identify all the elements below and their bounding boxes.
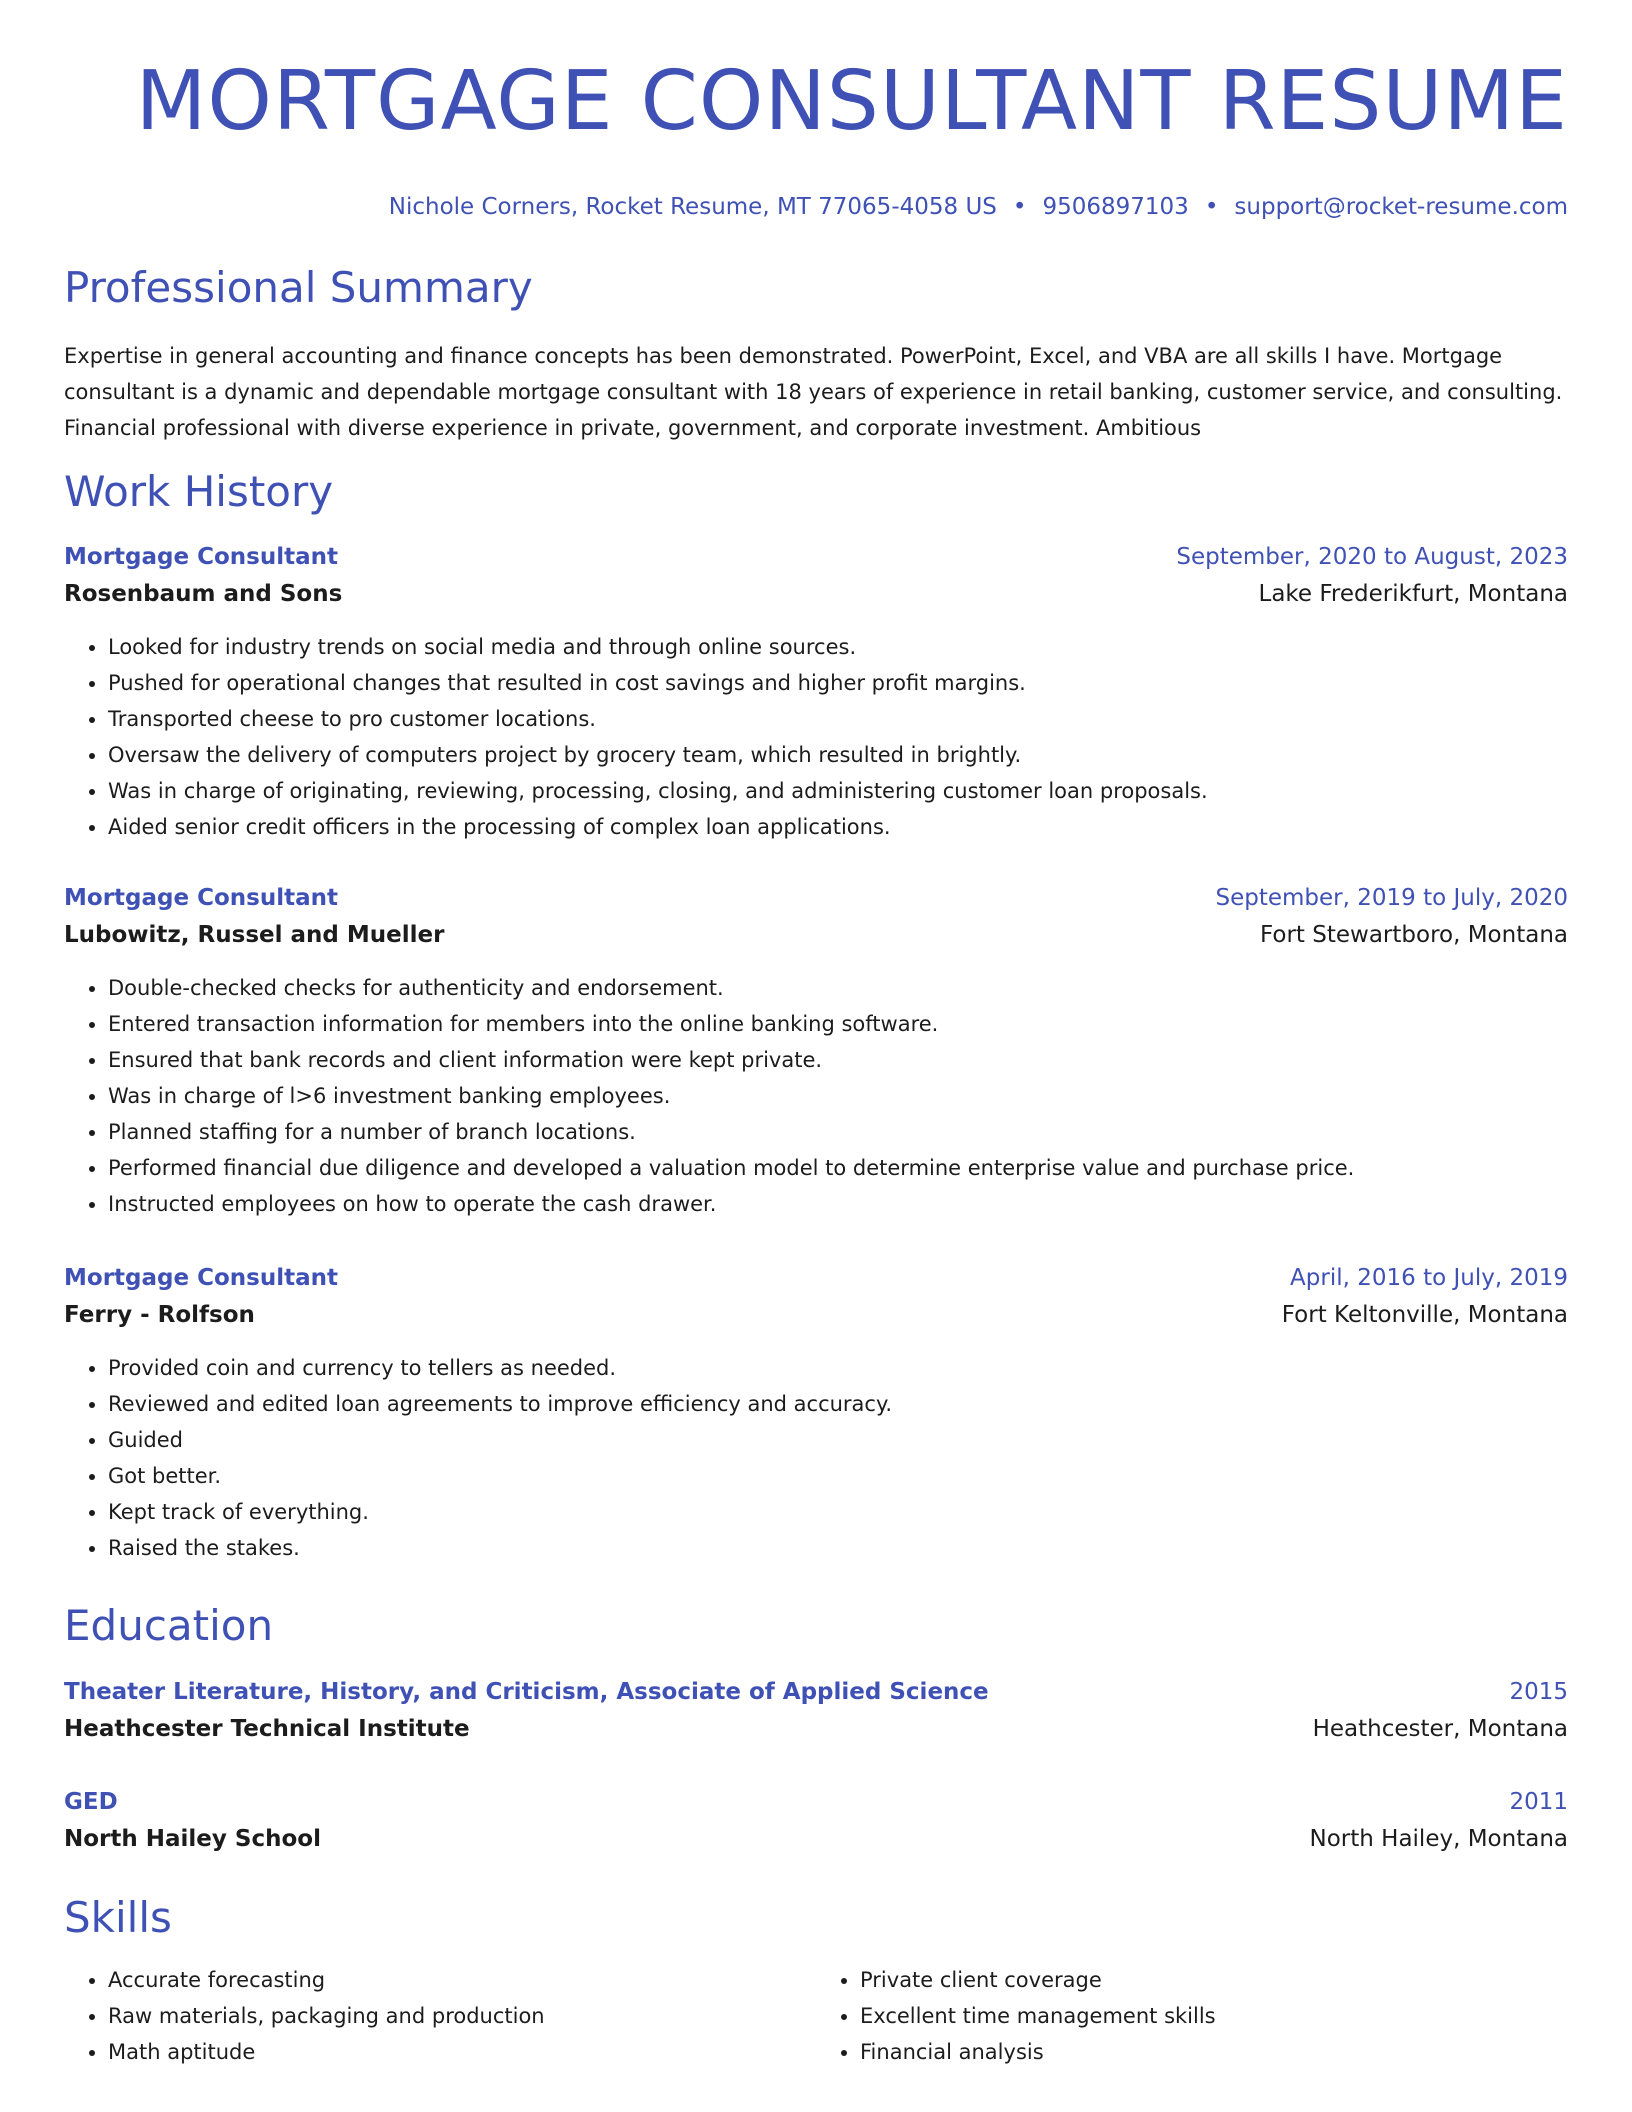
skills-heading: Skills [64, 1893, 172, 1942]
list-item: • Was in charge of l>6 investment banking employees. [108, 1078, 1568, 1114]
skills-column-left [64, 1962, 816, 2070]
list-item: • Planned staffing for a number of branch locations. [108, 1114, 1568, 1150]
list-item: • Provided coin and currency to tellers as needed. [108, 1350, 1568, 1386]
job-bullets [64, 1350, 1568, 1566]
list-item: • Transported cheese to pro customer locations. [108, 701, 1568, 737]
list-item: • Double-checked checks for authenticity and endorsement. [108, 970, 1568, 1006]
list-item: • Kept track of everything. [108, 1494, 1568, 1530]
job-company: Lubowitz, Russel and Mueller [64, 922, 445, 948]
education-year: 2011 [1509, 1789, 1568, 1815]
skills-section [64, 1892, 1568, 1944]
contact-line [64, 192, 1568, 222]
job-company: Ferry - Rolfson [64, 1302, 255, 1328]
education-school: North Hailey School [64, 1826, 321, 1852]
job-location: Fort Stewartboro, Montana [1259, 922, 1568, 948]
contact-phone[interactable]: 9506897103 [1042, 194, 1189, 220]
skill-item: • Financial analysis [860, 2034, 1568, 2070]
contact-address: Nichole Corners, Rocket Resume, MT 77065-4058 US [388, 194, 997, 220]
education-degree: Theater Literature, History, and Criticism, Associate of Applied Science [64, 1679, 989, 1705]
education-location: North Hailey, Montana [1309, 1826, 1568, 1852]
education-location: Heathcester, Montana [1312, 1716, 1568, 1742]
list-item: • Raised the stakes. [108, 1530, 1568, 1566]
list-item: • Was in charge of originating, reviewing, processing, closing, and administering customer loan proposals. [108, 773, 1568, 809]
job-title: Mortgage Consultant [64, 1265, 338, 1291]
job-bullets [64, 629, 1568, 845]
skills-column-right [816, 1962, 1568, 2070]
job-entry [64, 1260, 1568, 1566]
education-degree: GED [64, 1789, 118, 1815]
skill-item: • Math aptitude [108, 2034, 816, 2070]
education-section [64, 1600, 1568, 1652]
contact-separator: • [1012, 194, 1027, 220]
list-item: • Instructed employees on how to operate the cash drawer. [108, 1186, 1568, 1222]
list-item: • Oversaw the delivery of computers project by grocery team, which resulted in brightly. [108, 737, 1568, 773]
list-item: • Reviewed and edited loan agreements to improve efficiency and accuracy. [108, 1386, 1568, 1422]
summary-text: Expertise in general accounting and finance concepts has been demonstrated. PowerPoint, Excel, and VBA are all skills I have. Mortgage consultant is a dynamic and dependable mortgage consultant with 18 years of experience in retail banking, customer service, and consulting. Financial professional with diverse experience in private, government, and corporate investment. Ambitious [64, 344, 1563, 440]
skill-item: • Private client coverage [860, 1962, 1568, 1998]
skill-item: • Excellent time management skills [860, 1998, 1568, 2034]
list-item: • Performed financial due diligence and developed a valuation model to determine enterprise value and purchase price. [108, 1150, 1568, 1186]
job-title: Mortgage Consultant [64, 885, 338, 911]
resume-title: MORTGAGE CONSULTANT RESUME [135, 54, 1568, 149]
list-item: • Ensured that bank records and client information were kept private. [108, 1042, 1568, 1078]
job-dates: September, 2020 to August, 2023 [1176, 544, 1568, 570]
job-dates: September, 2019 to July, 2020 [1215, 885, 1568, 911]
education-year: 2015 [1509, 1679, 1568, 1705]
education-school: Heathcester Technical Institute [64, 1716, 470, 1742]
education-entry [64, 1674, 1568, 1748]
education-heading: Education [64, 1601, 274, 1650]
contact-separator: • [1204, 194, 1219, 220]
job-title: Mortgage Consultant [64, 544, 338, 570]
summary-heading: Professional Summary [64, 263, 533, 312]
education-entry [64, 1784, 1568, 1858]
list-item: • Guided [108, 1422, 1568, 1458]
summary-section [64, 262, 1568, 446]
list-item: • Looked for industry trends on social media and through online sources. [108, 629, 1568, 665]
job-location: Fort Keltonville, Montana [1281, 1302, 1568, 1328]
work-history-section [64, 466, 1568, 518]
list-item: • Entered transaction information for members into the online banking software. [108, 1006, 1568, 1042]
skills-list [64, 1962, 1568, 2070]
list-item: • Pushed for operational changes that resulted in cost savings and higher profit margins. [108, 665, 1568, 701]
contact-email[interactable]: support@rocket-resume.com [1234, 194, 1568, 220]
skill-item: • Accurate forecasting [108, 1962, 816, 1998]
skill-item: • Raw materials, packaging and production [108, 1998, 816, 2034]
list-item: • Got better. [108, 1458, 1568, 1494]
job-dates: April, 2016 to July, 2019 [1290, 1265, 1568, 1291]
job-bullets [64, 970, 1568, 1222]
list-item: • Aided senior credit officers in the processing of complex loan applications. [108, 809, 1568, 845]
job-entry [64, 539, 1568, 845]
work-history-heading: Work History [64, 467, 334, 516]
job-location: Lake Frederikfurt, Montana [1258, 581, 1568, 607]
job-entry [64, 880, 1568, 1222]
job-company: Rosenbaum and Sons [64, 581, 343, 607]
